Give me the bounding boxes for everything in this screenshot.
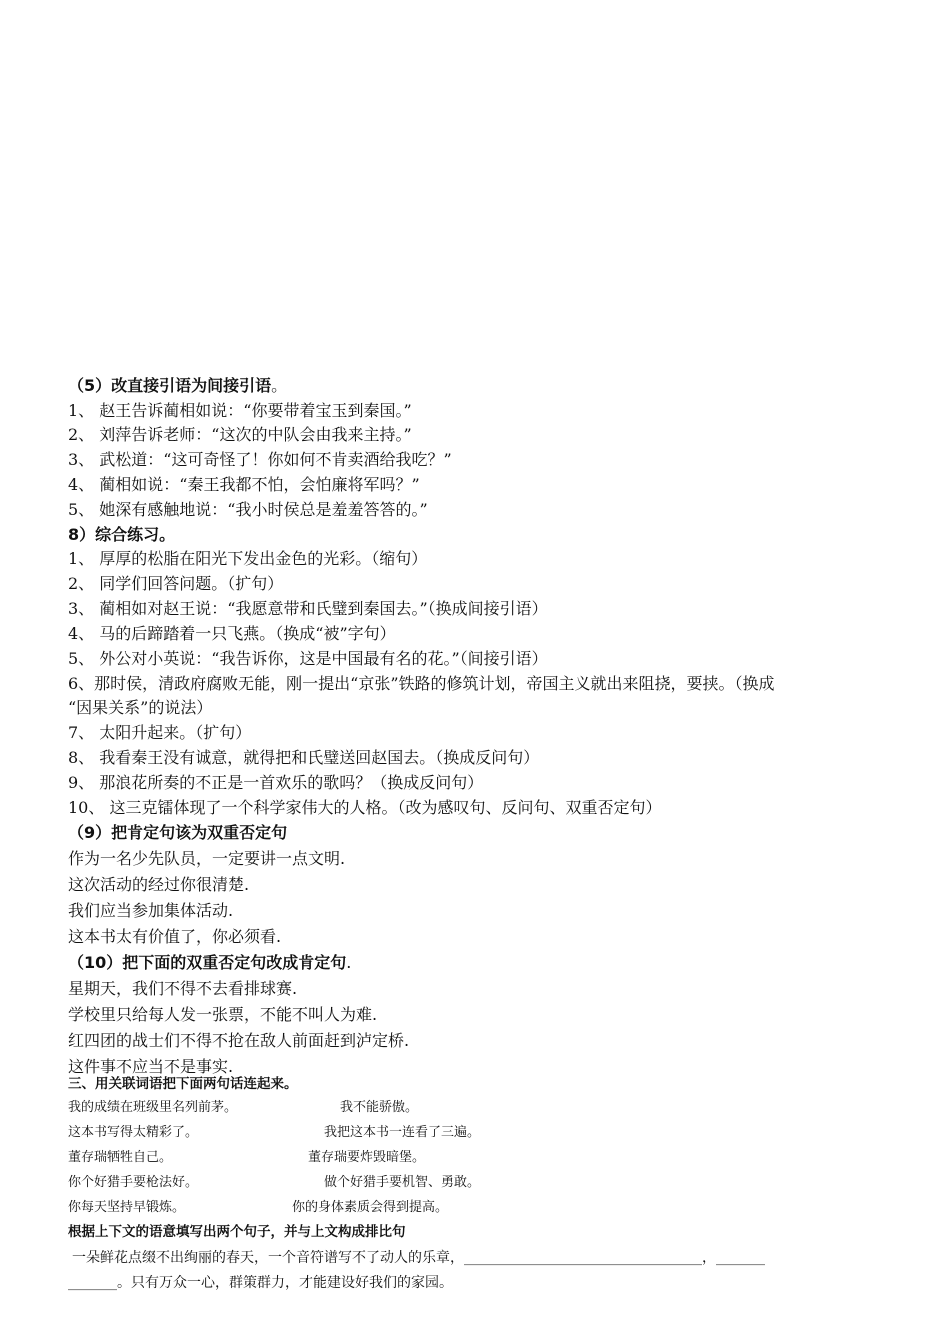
answer-blank-2-cont[interactable]: _______ <box>68 1275 117 1291</box>
s8-item-6: 6、那时侯，清政府腐败无能，刚一提出“京张”铁路的修筑计划，帝国主义就出来阻挠，要挟。（换成 <box>68 674 775 693</box>
s8-item-1: 1、 厚厚的松脂在阳光下发出金色的光彩。（缩句） <box>68 549 428 568</box>
pair-sentence-b: 董存瑞要炸毁暗堡。 <box>308 1150 426 1165</box>
pair-sentence-a: 你每天坚持早锻炼。 <box>68 1200 186 1215</box>
section-10-title: （10）把下面的双重否定句改成肯定句 <box>68 953 347 972</box>
s5-item-1: 1、 赵王告诉蔺相如说：“你要带着宝玉到秦国。” <box>68 401 412 420</box>
parallelism-line-1 <box>72 1248 765 1268</box>
section-9-heading: （9）把肯定句该为双重否定句 <box>68 823 288 842</box>
section-8-heading: 8）综合练习。 <box>68 525 176 544</box>
parallelism-prompt: 一朵鲜花点缀不出绚丽的春天，一个音符谱写不了动人的乐章， <box>72 1250 464 1266</box>
answer-blank-2[interactable]: _______ <box>716 1250 765 1266</box>
s10-item-2: 学校里只给每人发一张票，不能不叫人为难. <box>68 1005 378 1024</box>
s10-item-4: 这件事不应当不是事实. <box>68 1057 234 1076</box>
pair-sentence-a: 我的成绩在班级里名列前茅。 <box>68 1100 238 1115</box>
s8-item-3: 3、 蔺相如对赵王说：“我愿意带和氏璧到秦国去。”（换成间接引语） <box>68 599 548 618</box>
answer-blank-1[interactable]: __________________________________ <box>464 1250 702 1266</box>
parallelism-heading: 根据上下文的语意填写出两个句子，并与上文构成排比句 <box>68 1224 406 1240</box>
pair-sentence-b: 我不能骄傲。 <box>340 1100 419 1115</box>
parallelism-conclusion: 。只有万众一心，群策群力，才能建设好我们的家园。 <box>117 1275 453 1291</box>
pair-sentence-a: 你个好猎手要枪法好。 <box>68 1175 199 1190</box>
s8-item-5: 5、 外公对小英说：“我告诉你，这是中国最有名的花。”（间接引语） <box>68 649 548 668</box>
pair-row <box>68 1149 426 1167</box>
s10-item-1: 星期天，我们不得不去看排球赛. <box>68 979 298 998</box>
pair-sentence-a: 这本书写得太精彩了。 <box>68 1125 199 1140</box>
s5-item-5: 5、 她深有感触地说：“我小时侯总是羞羞答答的。” <box>68 500 428 519</box>
section-5-title: 改直接引语为间接引语 <box>111 376 272 395</box>
pair-row <box>68 1099 419 1117</box>
s5-item-4: 4、 蔺相如说：“秦王我都不怕，会怕廉将军吗？” <box>68 475 420 494</box>
pair-row <box>68 1124 481 1142</box>
s8-item-6-cont: “因果关系”的说法） <box>68 698 213 717</box>
pair-sentence-b: 我把这本书一连看了三遍。 <box>324 1125 481 1140</box>
section-5-number: （5） <box>68 376 112 395</box>
s10-item-3: 红四团的战士们不得不抢在敌人前面赶到泸定桥. <box>68 1031 410 1050</box>
pair-sentence-a: 董存瑞牺牲自己。 <box>68 1150 173 1165</box>
comma: ， <box>702 1250 716 1266</box>
section-3-heading: 三、用关联词语把下面两句话连起来。 <box>68 1076 298 1092</box>
s9-item-1: 作为一名少先队员，一定要讲一点文明. <box>68 849 346 868</box>
s8-item-10: 10、 这三克镭体现了一个科学家伟大的人格。（改为感叹句、反问句、双重否定句） <box>68 798 662 817</box>
s8-item-8: 8、 我看秦王没有诚意，就得把和氏璧送回赵国去。（换成反问句） <box>68 748 540 767</box>
s5-item-2: 2、 刘萍告诉老师：“这次的中队会由我来主持。” <box>68 425 412 444</box>
s5-item-3: 3、 武松道：“这可奇怪了！你如何不肯卖酒给我吃？” <box>68 450 452 469</box>
pair-sentence-b: 你的身体素质会得到提高。 <box>292 1200 449 1215</box>
s8-item-4: 4、 马的后蹄踏着一只飞燕。（换成“被”字句） <box>68 624 396 643</box>
pair-row <box>68 1199 449 1217</box>
section-10-heading <box>68 953 351 973</box>
s8-item-9: 9、 那浪花所奏的不正是一首欢乐的歌吗？（换成反问句） <box>68 773 484 792</box>
s9-item-2: 这次活动的经过你很清楚. <box>68 875 250 894</box>
s8-item-7: 7、 太阳升起来。（扩句） <box>68 723 252 742</box>
s8-item-2: 2、 同学们回答问题。（扩句） <box>68 574 284 593</box>
section-5-heading <box>68 376 287 396</box>
s9-item-3: 我们应当参加集体活动. <box>68 901 234 920</box>
pair-row <box>68 1174 481 1192</box>
parallelism-line-2 <box>68 1273 453 1293</box>
s9-item-4: 这本书太有价值了，你必须看. <box>68 927 282 946</box>
section-5-period: 。 <box>271 376 288 395</box>
section-10-period: . <box>346 953 352 972</box>
pair-sentence-b: 做个好猎手要机智、勇敢。 <box>324 1175 481 1190</box>
